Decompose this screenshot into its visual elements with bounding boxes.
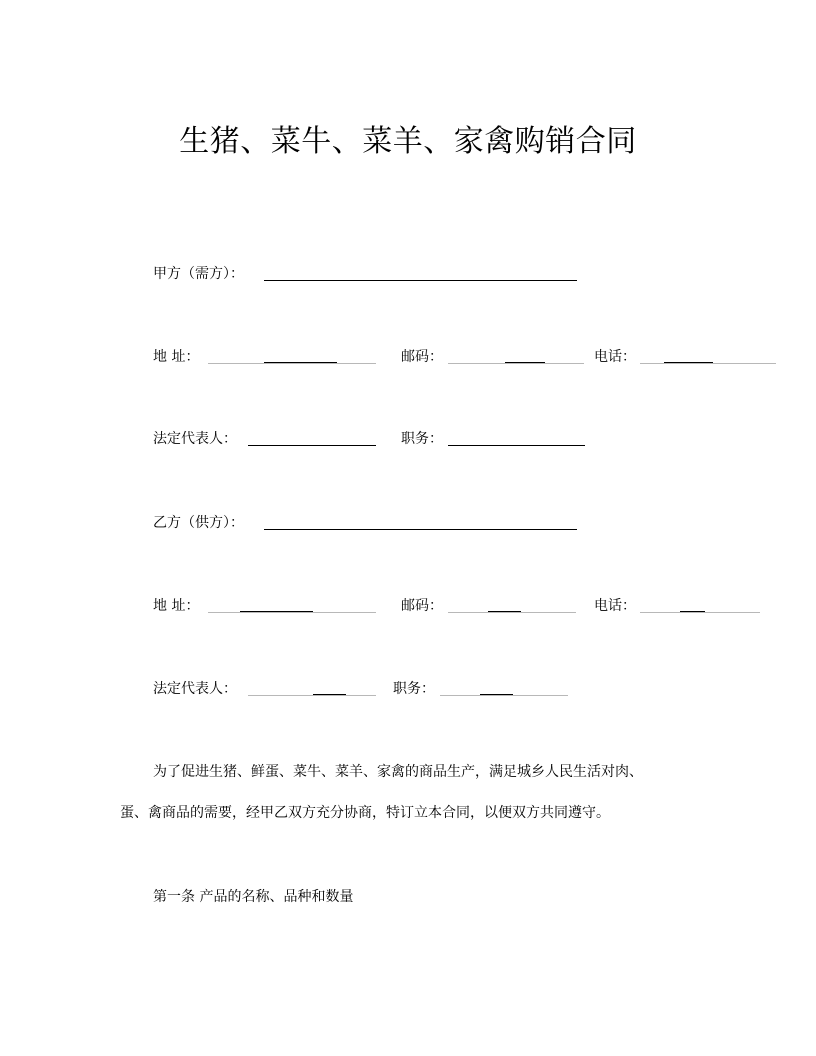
party-b-position-label: 职务： (393, 681, 435, 697)
party-b-phone-blank-base[interactable] (640, 612, 760, 613)
party-b-postcode-label: 邮码： (401, 598, 443, 614)
party-b-address-blank-base[interactable] (208, 612, 376, 613)
party-b-legal-rep-blank (313, 694, 346, 695)
party-b-legal-rep-label: 法定代表人： (153, 681, 237, 697)
intro-paragraph-line-2: 蛋、禽商品的需要，经甲乙双方充分协商，特订立本合同，以便双方共同遵守。 (120, 805, 610, 821)
party-b-phone-blank (680, 611, 705, 612)
party-b-name-blank[interactable] (264, 529, 577, 530)
party-a-position-label: 职务： (401, 431, 443, 447)
document-title: 生猪、菜牛、菜羊、家禽购销合同 (179, 124, 637, 160)
party-b-postcode-blank-base[interactable] (448, 612, 576, 613)
party-a-legal-rep-blank[interactable] (248, 445, 376, 446)
party-b-legal-rep-blank-base[interactable] (248, 695, 376, 696)
party-a-name-blank[interactable] (264, 280, 577, 281)
party-a-postcode-label: 邮码： (401, 349, 443, 365)
party-b-address-label: 地 址： (153, 598, 200, 614)
party-a-position-blank[interactable] (448, 445, 585, 446)
party-b-address-blank (240, 611, 313, 612)
party-a-postcode-blank-base[interactable] (448, 363, 584, 364)
party-a-address-blank-base[interactable] (208, 363, 376, 364)
party-a-phone-blank (664, 362, 713, 363)
article-1-heading: 第一条 产品的名称、品种和数量 (153, 889, 354, 905)
party-a-legal-rep-label: 法定代表人： (153, 431, 237, 447)
party-b-label: 乙方（供方）： (153, 515, 244, 531)
party-a-address-blank (264, 362, 337, 363)
party-a-phone-label: 电话： (594, 349, 636, 365)
party-a-phone-blank-base[interactable] (640, 363, 776, 364)
party-b-postcode-blank (488, 611, 521, 612)
party-b-phone-label: 电话： (594, 598, 636, 614)
party-b-position-blank-base[interactable] (440, 695, 568, 696)
party-a-label: 甲方（需方）： (153, 266, 244, 282)
intro-paragraph-line-1: 为了促进生猪、鲜蛋、菜牛、菜羊、家禽的商品生产，满足城乡人民生活对肉、 (153, 764, 643, 780)
party-a-address-label: 地 址： (153, 349, 200, 365)
party-b-position-blank (480, 694, 513, 695)
party-a-postcode-blank (505, 362, 545, 363)
